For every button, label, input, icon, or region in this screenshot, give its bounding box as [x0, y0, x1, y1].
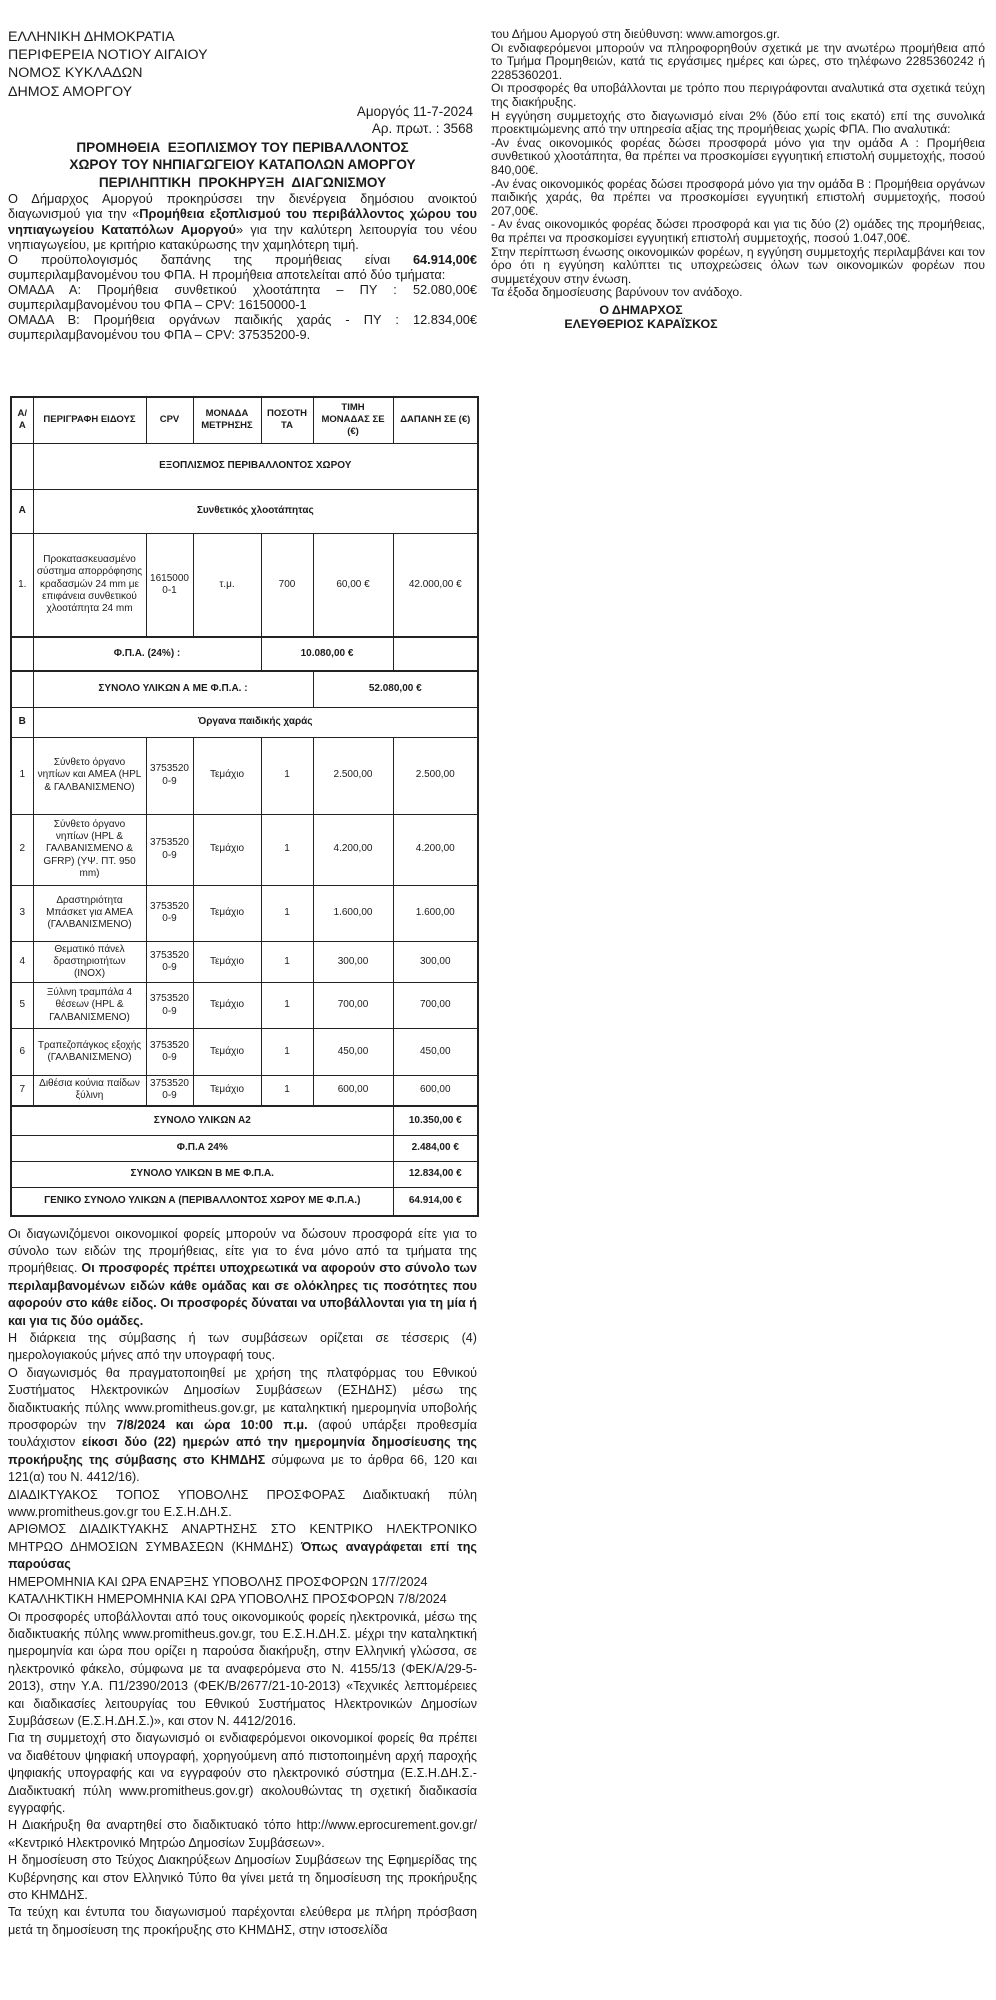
table-cell: Φ.Π.Α. (24%) :: [33, 637, 261, 671]
bottom-paragraph: [8, 1852, 477, 1904]
right-paragraph: [491, 178, 985, 219]
mayor-title-line: Ο ΔΗΜΑΡΧΟΣ: [599, 302, 683, 317]
col-header-cpv: CPV: [146, 397, 193, 443]
intro-paragraph: [8, 252, 477, 282]
table-cell: 1: [261, 814, 313, 885]
text-run: ΔΙΑΔΙΚΤΥΑΚΟΣ ΤΟΠΟΣ ΥΠΟΒΟΛΗΣ ΠΡΟΣΦΟΡΑΣ Διαδικτυακή πύλη www.promitheus.gov.gr του Ε.Σ.Η.ΔΗ.Σ.: [8, 1487, 477, 1520]
document-title: [8, 139, 477, 192]
vat-row: [11, 637, 478, 671]
right-paragraph: [491, 218, 985, 245]
table-cell: Σύνθετο όργανο νηπίων (HPL & ΓΑΛΒΑΝΙΣΜΕΝΟ & GFRP) (ΥΨ. ΠΤ. 950 mm): [33, 814, 146, 885]
table-cell: 37535200-9: [146, 885, 193, 941]
table-cell: 4: [11, 941, 33, 983]
left-column: [8, 28, 477, 342]
table-cell: Τεμάχιο: [193, 941, 261, 983]
right-paragraph: [491, 28, 985, 42]
table-cell: [393, 637, 478, 671]
text-run: Η Διακήρυξη θα αναρτηθεί στο διαδικτυακό τόπο http://www.eprocurement.gov.gr/ «Κεντρικό Ηλεκτρονικό Μητρώο Δημοσίων Συμβάσεων».: [8, 1818, 477, 1850]
table-cell: ΣΥΝΟΛΟ ΥΛΙΚΩΝ Β ΜΕ Φ.Π.Α.: [11, 1162, 393, 1188]
table-cell: Προκατασκευασμένο σύστημα απορρόφησης κραδασμών 24 mm με επιφάνεια συνθετικού χλοοτάπητα 24 mm: [33, 533, 146, 637]
item-row: [11, 1076, 478, 1106]
intro-paragraphs: [8, 191, 477, 342]
table-cell: ΣΥΝΟΛΟ ΥΛΙΚΩΝ Α ΜΕ Φ.Π.Α. :: [33, 671, 313, 707]
section-title: Όργανα παιδικής χαράς: [33, 707, 478, 737]
text-run: Η διάρκεια της σύμβασης ή των συμβάσεων ορίζεται σε τέσσερις (4) ημερολογιακούς μήνες από την υπογραφή τους.: [8, 1331, 477, 1363]
text-run: Ο διαγωνισμός θα πραγματοποιηθεί με χρήση της πλατφόρμας του Εθνικού Συστήματος Ηλεκτρονικών Δημοσίων Συμβάσεων (ΕΣΗΔΗΣ) μέσω της διαδικτυακής πύλης www.promitheus.gov.gr, με καταληκτική ημερομηνία υποβολής προσφορών την: [8, 1365, 477, 1433]
right-paragraph: [491, 42, 985, 83]
date-line: Αμοργός 11-7-2024: [356, 103, 473, 119]
table-cell: 1: [261, 1029, 313, 1076]
bold-text-run: είκοσι δύο (22) ημερών από την ημερομηνία δημοσίευσης της προκήρυξης της σύμβασης στο ΚΗΜΔΗΣ: [8, 1435, 477, 1467]
table-cell: 52.080,00 €: [313, 671, 478, 707]
title-line: ΠΡΟΜΗΘΕΙΑ ΕΞΟΠΛΙΣΜΟΥ ΤΟΥ ΠΕΡΙΒΑΛΛΟΝΤΟΣ: [76, 139, 409, 155]
table-cell: Διθέσια κούνια παίδων ξύλινη: [33, 1076, 146, 1106]
table-cell: 1: [11, 737, 33, 814]
table-cell: 3: [11, 885, 33, 941]
text-run: Τα τεύχη και έντυπα του διαγωνισμού παρέχονται ελεύθερα με πλήρη πρόσβαση μετά τη δημοσίευση της προκήρυξης στο ΚΗΜΔΗΣ, στην ιστοσελίδα: [8, 1905, 477, 1937]
text-run: συμπεριλαμβανομένου του ΦΠΑ. Η προμήθεια αποτελείται από δύο τμήματα:: [8, 266, 446, 282]
bottom-paragraphs: [8, 1226, 477, 1940]
item-row: [11, 983, 478, 1029]
table-cell: 2.484,00 €: [393, 1136, 478, 1162]
bold-text-run: Οι προσφορές πρέπει υποχρεωτικά να αφορούν στο σύνολο των περιλαμβανομένων ειδών κάθε ομάδας και σε ολόκληρες τις ποσότητες που αφορούν στο κάθε είδος. Οι προσφορές δύναται να υποβάλλονται για τη μία ή και για τις δύο ομάδες.: [8, 1261, 477, 1328]
text-run: Ο Δήμαρχος Αμοργού προκηρύσσει την διενέργεια δημόσιου ανοικτού διαγωνισμού για την «: [8, 191, 477, 222]
text-run: Οι ενδιαφερόμενοι μπορούν να πληροφορηθούν σχετικά με την ανωτέρω προμήθεια από το Τμήμα Προμηθειών, κατά τις εργάσιμες ημέρες και ώρες, στο τηλέφωνο 2285360242 ή 2285360201.: [491, 40, 985, 82]
agency-header: [8, 28, 477, 101]
text-run: ΗΜΕΡΟΜΗΝΙΑ ΚΑΙ ΩΡΑ ΕΝΑΡΞΗΣ ΥΠΟΒΟΛΗΣ ΠΡΟΣΦΟΡΩΝ 17/7/2024: [8, 1574, 428, 1589]
text-run: - Αν ένας οικονομικός φορέας δώσει προσφορά και για τις δύο (2) ομάδες της προμήθειας, θα πρέπει να προσκομίσει εγγυητική επιστολή συμμετοχής, ποσού 1.047,00€.: [491, 217, 985, 245]
bottom-paragraph: [8, 1609, 477, 1731]
budget-table-wrapper: [10, 396, 985, 1217]
text-run: ΟΜΑΔΑ Α: Προμήθεια συνθετικού χλοοτάπητα – ΠΥ : 52.080,00€ συμπεριλαμβανομένου του ΦΠΑ – CPV: 16150000-1: [8, 281, 477, 312]
col-header-quantity: ΠΟΣΟΤΗΤΑ: [261, 397, 313, 443]
table-cell: 450,00: [393, 1029, 478, 1076]
table-cell: 300,00: [313, 941, 393, 983]
section-title: ΕΞΟΠΛΙΣΜΟΣ ΠΕΡΙΒΑΛΛΟΝΤΟΣ ΧΩΡΟΥ: [33, 443, 478, 489]
table-cell: Τεμάχιο: [193, 1029, 261, 1076]
text-run: » για την καλύτερη λειτουργία του νέου νηπιαγωγείου, με κριτήριο κατακύρωσης την χαμηλότερη τιμή.: [8, 221, 477, 252]
text-run: Η εγγύηση συμμετοχής στο διαγωνισμό είναι 2% (δύο επί τοις εκατό) επί της συνολικά προεκτιμώμενης από την υπηρεσία αξίας της προμήθειας χωρίς ΦΠΑ. Πιο αναλυτικά:: [491, 108, 985, 137]
table-cell: 37535200-9: [146, 1029, 193, 1076]
table-cell: 2: [11, 814, 33, 885]
bottom-paragraph: [8, 1330, 477, 1365]
table-cell: 700,00: [313, 983, 393, 1029]
text-run: σύμφωνα με το άρθρα 66, 120 και 121(α) του Ν. 4412/16).: [8, 1452, 477, 1485]
table-cell: 700,00: [393, 983, 478, 1029]
item-row: [11, 1029, 478, 1076]
text-run: ΑΡΙΘΜΟΣ ΔΙΑΔΙΚΤΥΑΚΗΣ ΑΝΑΡΤΗΣΗΣ ΣΤΟ ΚΕΝΤΡΙΚΟ ΗΛΕΚΤΡΟΝΙΚΟ ΜΗΤΡΩΟ ΔΗΜΟΣΙΩΝ ΣΥΜΒΑΣΕΩΝ (ΚΗΜΔΗΣ): [8, 1522, 477, 1554]
table-cell: Σύνθετο όργανο νηπίων και ΑΜΕΑ (HPL & ΓΑΛΒΑΝΙΣΜΕΝΟ): [33, 737, 146, 814]
table-cell: 600,00: [393, 1076, 478, 1106]
table-cell: 4.200,00: [393, 814, 478, 885]
section-row: [11, 443, 478, 489]
section-letter: Α: [11, 489, 33, 533]
table-cell: 64.914,00 €: [393, 1188, 478, 1216]
bottom-paragraph: [8, 1591, 477, 1608]
text-run: Στην περίπτωση ένωσης οικονομικών φορέων, η εγγύηση συμμετοχής περιλαμβάνει και τον όρο ότι η εγγύηση καλύπτει τις υποχρεώσεις όλων των οικονομικών φορέων που συμμετέχουν στην ένωση.: [491, 244, 985, 286]
agency-line: ΝΟΜΟΣ ΚΥΚΛΑΔΩΝ: [8, 65, 143, 82]
bottom-paragraph: [8, 1730, 477, 1817]
table-cell: [11, 443, 33, 489]
table-cell: 42.000,00 €: [393, 533, 478, 637]
intro-paragraph: [8, 312, 477, 342]
text-run: -Αν ένας οικονομικός φορέας δώσει προσφορά μόνο για την ομάδα Α : Προμήθεια συνθετικού χλοοτάπητα, θα πρέπει να προσκομίσει εγγυητική επιστολή συμμετοχής, ποσού 840,00€.: [491, 135, 985, 177]
bottom-paragraph: [8, 1226, 477, 1330]
table-cell: 600,00: [313, 1076, 393, 1106]
table-cell: Τραπεζοπάγκος εξοχής (ΓΑΛΒΑΝΙΣΜΕΝΟ): [33, 1029, 146, 1076]
text-run: Ο προϋπολογισμός δαπάνης της προμήθειας είναι: [8, 251, 413, 267]
agency-line: ΔΗΜΟΣ ΑΜΟΡΓΟΥ: [8, 83, 133, 100]
table-cell: Τεμάχιο: [193, 814, 261, 885]
table-cell: Δραστηριότητα Μπάσκετ για ΑΜΕΑ (ΓΑΛΒΑΝΙΣΜΕΝΟ): [33, 885, 146, 941]
text-run: Η δημοσίευση στο Τεύχος Διακηρύξεων Δημοσίων Συμβάσεων της Εφημερίδας της Κυβέρνησης και στον Ελληνικό Τύπο θα γίνει μετά τη δημοσίευση της προκήρυξης στο ΚΗΜΔΗΣ.: [8, 1853, 477, 1902]
right-column: [491, 28, 985, 331]
section-row: [11, 489, 478, 533]
item-row: [11, 941, 478, 983]
col-header-description: ΠΕΡΙΓΡΑΦΗ ΕΙΔΟΥΣ: [33, 397, 146, 443]
title-line: ΧΩΡΟΥ ΤΟΥ ΝΗΠΙΑΓΩΓΕΙΟΥ ΚΑΤΑΠΟΛΩΝ ΑΜΟΡΓΟΥ: [69, 157, 416, 173]
col-header-unit-price: ΤΙΜΗ ΜΟΝΑΔΑΣ ΣΕ (€): [313, 397, 393, 443]
agency-line: ΕΛΛΗΝΙΚΗ ΔΗΜΟΚΡΑΤΙΑ: [8, 29, 175, 45]
bottom-paragraph: [8, 1904, 477, 1939]
agency-line: ΠΕΡΙΦΕΡΕΙΑ ΝΟΤΙΟΥ ΑΙΓΑΙΟΥ: [8, 47, 208, 64]
protocol-number-line: Αρ. πρωτ. : 3568: [371, 121, 473, 137]
col-header-unit: ΜΟΝΑΔΑ ΜΕΤΡΗΣΗΣ: [193, 397, 261, 443]
table-cell: τ.μ.: [193, 533, 261, 637]
table-cell: 5: [11, 983, 33, 1029]
table-cell: ΣΥΝΟΛΟ ΥΛΙΚΩΝ Α2: [11, 1106, 393, 1136]
table-cell: Τεμάχιο: [193, 983, 261, 1029]
table-cell: 2.500,00: [393, 737, 478, 814]
intro-paragraph: [8, 191, 477, 251]
mayor-name-line: ΕΛΕΥΘΕΡΙΟΣ ΚΑΡΑΪΣΚΟΣ: [564, 317, 718, 332]
table-cell: 1: [261, 737, 313, 814]
table-cell: 2.500,00: [313, 737, 393, 814]
bold-text-run: 64.914,00€: [412, 251, 477, 267]
table-cell: 4.200,00: [313, 814, 393, 885]
right-paragraph: [491, 82, 985, 109]
table-cell: Θεματικό πάνελ δραστηριοτήτων (INOX): [33, 941, 146, 983]
table-header-row: [11, 397, 478, 443]
right-paragraph: [491, 246, 985, 287]
table-cell: 37535200-9: [146, 737, 193, 814]
text-run: ΟΜΑΔΑ Β: Προμήθεια οργάνων παιδικής χαράς - ΠΥ : 12.834,00€ συμπεριλαμβανομένου του ΦΠΑ – CPV: 37535200-9.: [8, 312, 477, 343]
table-cell: Τεμάχιο: [193, 1076, 261, 1106]
intro-paragraph: [8, 282, 477, 312]
table-cell: 300,00: [393, 941, 478, 983]
text-run: ΚΑΤΑΛΗΚΤΙΚΗ ΗΜΕΡΟΜΗΝΙΑ ΚΑΙ ΩΡΑ ΥΠΟΒΟΛΗΣ ΠΡΟΣΦΟΡΩΝ 7/8/2024: [8, 1592, 447, 1607]
col-header-aa: Α/Α: [11, 397, 33, 443]
right-paragraph: [491, 286, 985, 300]
bold-text-run: Όπως αναγράφεται επί της παρούσας: [8, 1539, 477, 1572]
text-run: του Δήμου Αμοργού στη διεύθυνση: www.amorgos.gr.: [491, 27, 780, 41]
date-block: [8, 103, 477, 138]
title-line: ΠΕΡΙΛΗΠΤΙΚΗ ΠΡΟΚΗΡΥΞΗ ΔΙΑΓΩΝΙΣΜΟΥ: [98, 174, 387, 190]
col-header-cost: ΔΑΠΑΝΗ ΣΕ (€): [393, 397, 478, 443]
table-cell: 16150000-1: [146, 533, 193, 637]
table-cell: 10.080,00 €: [261, 637, 393, 671]
table-cell: 700: [261, 533, 313, 637]
table-cell: 1: [261, 983, 313, 1029]
table-cell: 60,00 €: [313, 533, 393, 637]
bottom-paragraph: [8, 1487, 477, 1522]
table-cell: 1: [261, 885, 313, 941]
total-row: [11, 1106, 478, 1136]
right-paragraph: [491, 137, 985, 178]
right-paragraph: [491, 110, 985, 137]
top-columns: [8, 28, 985, 382]
table-cell: 1: [261, 1076, 313, 1106]
table-cell: 37535200-9: [146, 814, 193, 885]
table-cell: Τεμάχιο: [193, 737, 261, 814]
table-cell: 6: [11, 1029, 33, 1076]
item-row: [11, 737, 478, 814]
text-run: Οι προσφορές υποβάλλονται από τους οικονομικούς φορείς ηλεκτρονικά, μέσω της διαδικτυακής πύλης www.promitheus.gov.gr, του Ε.Σ.Η.ΔΗ.Σ. μέχρι την καταληκτική ημερομηνία και ώρα που ορίζει η παρούσα διακήρυξη, στην Ελληνική γλώσσα, σε ηλεκτρονικό φάκελο, σύμφωνα με τα αναφερόμενα στο Ν. 4155/13 (ΦΕΚ/Α/29-5-2013), στην Υ.Α. Π1/2390/2013 (ΦΕΚ/Β/2677/21-10-2013) «Τεχνικές λεπτομέρειες και διαδικασίες λειτουργίας του Εθνικού Συστήματος Ηλεκτρονικών Δημοσίων Συμβάσεων (Ε.Σ.Η.ΔΗ.Σ.)», και στον Ν. 4412/2016.: [8, 1609, 477, 1728]
table-cell: [11, 637, 33, 671]
total-row: [11, 1162, 478, 1188]
bold-text-run: Προμήθεια εξοπλισμού του περιβάλλοντος χώρου του νηπιαγωγείου Καταπόλων Αμοργού: [8, 206, 477, 237]
table-cell: 10.350,00 €: [393, 1106, 478, 1136]
table-cell: 1.: [11, 533, 33, 637]
procurement-items-table: [10, 396, 479, 1217]
table-cell: Φ.Π.Α 24%: [11, 1136, 393, 1162]
text-run: Για τη συμμετοχή στο διαγωνισμό οι ενδιαφερόμενοι οικονομικοί φορείς θα πρέπει να διαθέτουν ψηφιακή υπογραφή, χορηγούμενη από πιστοποιημένη αρχή παροχής ψηφιακής υπογραφής και να εγγραφούν στο ηλεκτρονικό σύστημα (Ε.Σ.Η.ΔΗ.Σ.- Διαδικτυακή πύλη www.promitheus.gov.gr) ακολουθώντας τη σχετική διαδικασία εγγραφής.: [8, 1731, 477, 1815]
table-cell: 1.600,00: [393, 885, 478, 941]
table-cell: [11, 671, 33, 707]
item-row: [11, 814, 478, 885]
bottom-paragraph: [8, 1574, 477, 1591]
subtotal-row: [11, 671, 478, 707]
section-title: Συνθετικός χλοοτάπητας: [33, 489, 478, 533]
section-letter: Β: [11, 707, 33, 737]
table-cell: 37535200-9: [146, 1076, 193, 1106]
grand-total-row: [11, 1188, 478, 1216]
bottom-paragraph: [8, 1521, 477, 1573]
text-run: (αφού υπάρξει προθεσμία τουλάχιστον: [8, 1418, 477, 1450]
table-cell: 1: [261, 941, 313, 983]
table-cell: Τεμάχιο: [193, 885, 261, 941]
bold-text-run: 7/8/2024 και ώρα 10:00 π.μ.: [116, 1418, 308, 1433]
section-row: [11, 707, 478, 737]
table-cell: 37535200-9: [146, 941, 193, 983]
text-run: Οι διαγωνιζόμενοι οικονομικοί φορείς μπορούν να δώσουν προσφορά είτε για το σύνολο των ειδών της προμήθειας, είτε για το ένα μόνο από τα τμήματα της προμήθειας.: [8, 1226, 477, 1276]
table-cell: ΓΕΝΙΚΟ ΣΥΝΟΛΟ ΥΛΙΚΩΝ Α (ΠΕΡΙΒΑΛΛΟΝΤΟΣ ΧΩΡΟΥ ΜΕ Φ.Π.Α.): [11, 1188, 393, 1216]
table-cell: 12.834,00 €: [393, 1162, 478, 1188]
total-row: [11, 1136, 478, 1162]
table-cell: Ξύλινη τραμπάλα 4 θέσεων (HPL & ΓΑΛΒΑΝΙΣΜΕΝΟ): [33, 983, 146, 1029]
table-cell: 7: [11, 1076, 33, 1106]
item-row: [11, 533, 478, 637]
bottom-paragraph: [8, 1817, 477, 1852]
table-cell: 1.600,00: [313, 885, 393, 941]
table-cell: 450,00: [313, 1029, 393, 1076]
text-run: -Αν ένας οικονομικός φορέας δώσει προσφορά μόνο για την ομάδα Β : Προμήθεια οργάνων παιδικής χαράς, θα πρέπει να προσκομίσει εγγυητική επιστολή συμμετοχής, ποσού 207,00€.: [491, 176, 985, 218]
text-run: Τα έξοδα δημοσίευσης βαρύνουν τον ανάδοχο.: [491, 285, 743, 300]
bottom-paragraph: [8, 1365, 477, 1487]
item-row: [11, 885, 478, 941]
signature-block: [491, 303, 791, 331]
text-run: Οι προσφορές θα υποβάλλονται με τρόπο που περιγράφονται αναλυτικά στα σχετικά τεύχη της διακήρυξης.: [491, 81, 985, 109]
table-cell: 37535200-9: [146, 983, 193, 1029]
